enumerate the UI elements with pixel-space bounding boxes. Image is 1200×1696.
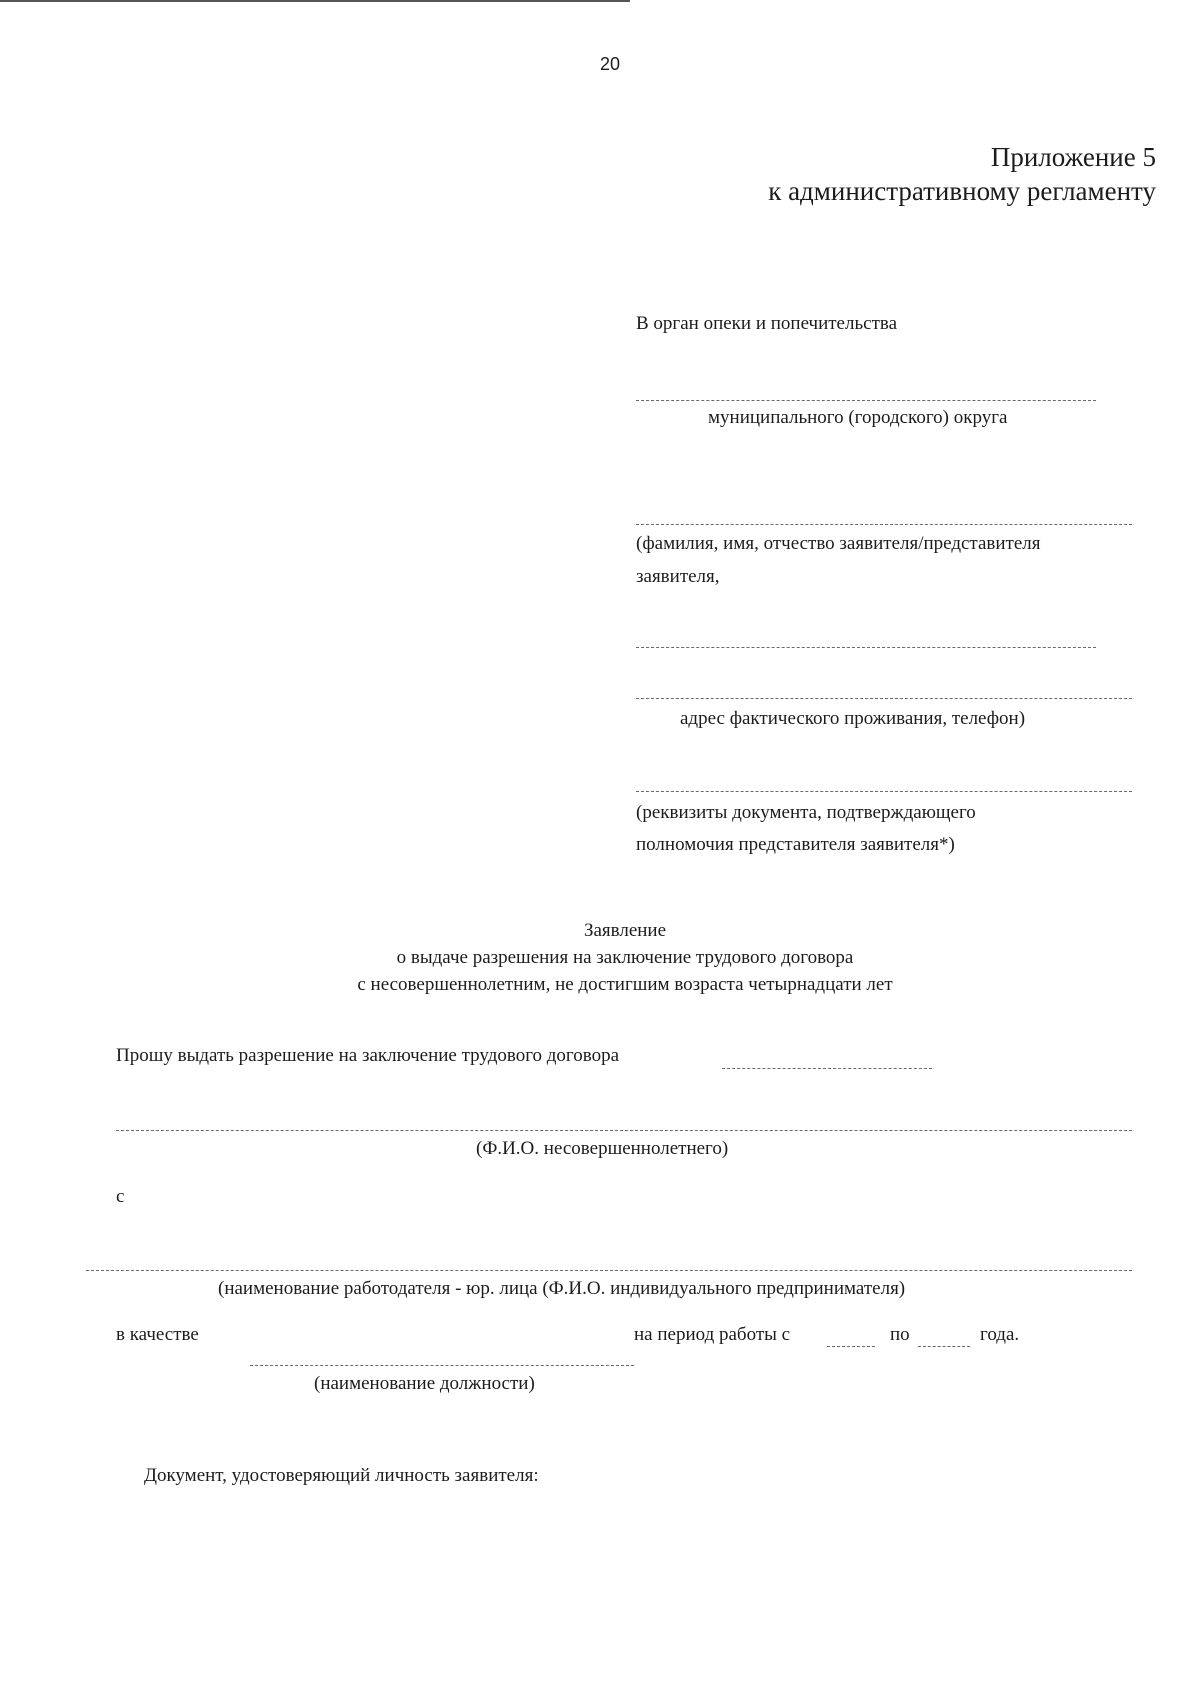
as-label: в качестве (116, 1324, 199, 1345)
addressee-district: муниципального (городского) округа (708, 407, 1008, 428)
minor-hint: (Ф.И.О. несовершеннолетнего) (476, 1138, 729, 1159)
doc-details-line[interactable] (636, 791, 1132, 792)
applicant-info-line-1[interactable] (636, 647, 1096, 648)
identity-doc-label: Документ, удостоверяющий личность заявителя: (144, 1465, 539, 1486)
position-hint: (наименование должности) (314, 1373, 535, 1394)
doc-hint-2: полномочия представителя заявителя*) (636, 834, 955, 855)
period-start-blank[interactable] (827, 1346, 875, 1347)
doc-hint-1: (реквизиты документа, подтверждающего (636, 802, 976, 823)
appendix-subtitle: к административному регламенту (768, 176, 1156, 206)
statement-subtitle-2: с несовершеннолетним, не достигшим возраста четырнадцати лет (357, 974, 893, 995)
applicant-info-line-2[interactable] (636, 698, 1132, 699)
district-name-line[interactable] (636, 400, 1096, 401)
top-edge-line (0, 0, 630, 2)
period-prefix: на период работы с (634, 1324, 791, 1345)
appendix-title: Приложение 5 (990, 142, 1156, 172)
period-suffix: года. (980, 1324, 1020, 1345)
with-label: с (116, 1186, 125, 1207)
addressee-to: В орган опеки и попечительства (636, 313, 898, 334)
request-blank-line[interactable] (722, 1068, 932, 1069)
statement-subtitle-1: о выдаче разрешения на заключение трудового договора (396, 947, 854, 968)
page-number: 20 (600, 54, 621, 74)
employer-hint: (наименование работодателя - юр. лица (Ф.И.О. индивидуального предпринимателя) (218, 1278, 906, 1299)
employer-name-line[interactable] (86, 1270, 1132, 1271)
request-text: Прошу выдать разрешение на заключение трудового договора (116, 1045, 620, 1066)
address-hint: адрес фактического проживания, телефон) (680, 708, 1026, 729)
applicant-hint-1: (фамилия, имя, отчество заявителя/представителя (636, 533, 1041, 554)
applicant-hint-2: заявителя, (636, 566, 720, 587)
statement-title: Заявление (583, 920, 667, 941)
period-to: по (890, 1324, 910, 1345)
minor-name-line[interactable] (116, 1130, 1132, 1131)
applicant-name-line[interactable] (636, 524, 1132, 525)
period-end-blank[interactable] (918, 1346, 970, 1347)
position-name-line[interactable] (250, 1365, 634, 1366)
